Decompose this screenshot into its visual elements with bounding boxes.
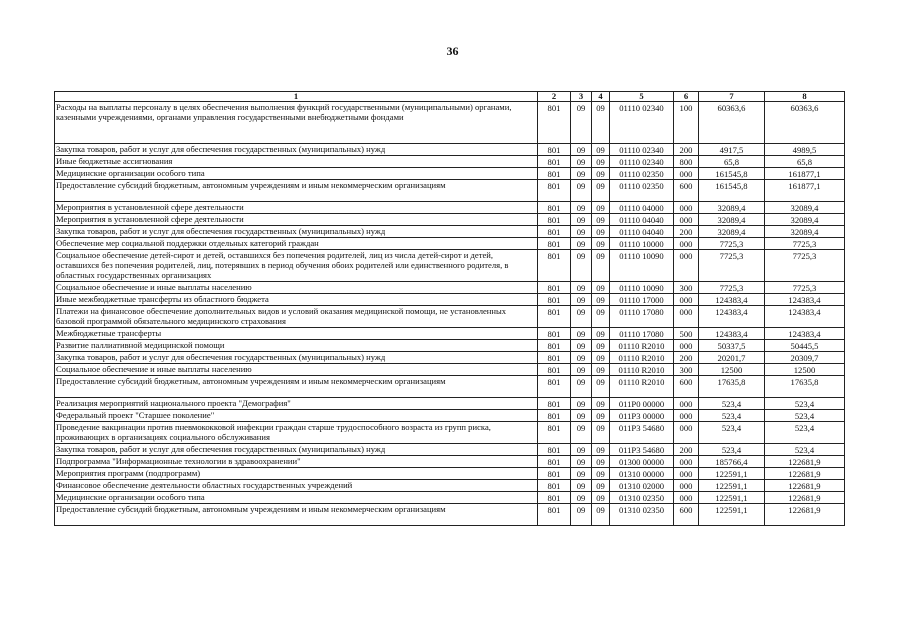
row-col-7: 122591,1 <box>699 492 765 504</box>
row-col-4: 09 <box>592 422 610 444</box>
row-col-8: 523,4 <box>765 410 845 422</box>
row-col-5: 01110 02340 <box>610 156 674 168</box>
row-col-8: 523,4 <box>765 398 845 410</box>
row-col-4: 09 <box>592 168 610 180</box>
row-col-4: 09 <box>592 340 610 352</box>
row-col-7: 4917,5 <box>699 144 765 156</box>
row-col-5: 01110 04040 <box>610 226 674 238</box>
row-col-7: 122591,1 <box>699 468 765 480</box>
table-row <box>55 364 845 376</box>
row-col-5: 01110 10090 <box>610 250 674 282</box>
row-col-8: 523,4 <box>765 444 845 456</box>
row-col-2: 801 <box>538 480 571 492</box>
row-col-3: 09 <box>571 250 592 282</box>
row-col-6: 300 <box>674 364 699 376</box>
row-description: Проведение вакцинации против пневмококковой инфекции граждан старше трудоспособного возраста из групп риска, проживающих в организациях социального обслуживания <box>55 422 538 444</box>
row-description: Закупка товаров, работ и услуг для обеспечения государственных (муниципальных) нужд <box>55 444 538 456</box>
row-col-8: 4989,5 <box>765 144 845 156</box>
row-col-6: 000 <box>674 214 699 226</box>
row-col-8: 122681,9 <box>765 480 845 492</box>
row-col-8: 124383,4 <box>765 294 845 306</box>
row-col-4: 09 <box>592 444 610 456</box>
table-row <box>55 144 845 156</box>
row-description: Социальное обеспечение и иные выплаты населению <box>55 364 538 376</box>
row-col-2: 801 <box>538 410 571 422</box>
row-col-7: 124383,4 <box>699 294 765 306</box>
row-col-7: 65,8 <box>699 156 765 168</box>
table-row <box>55 480 845 492</box>
row-col-4: 09 <box>592 352 610 364</box>
row-description: Платежи на финансовое обеспечение дополнительных видов и условий оказания медицинской помощи, не установленных базовой программой обязательного медицинского страхования <box>55 306 538 328</box>
row-col-5: 011P3 54680 <box>610 422 674 444</box>
row-col-8: 65,8 <box>765 156 845 168</box>
row-col-5: 01110 10090 <box>610 282 674 294</box>
row-description: Реализация мероприятий национального проекта "Демография" <box>55 398 538 410</box>
table-row <box>55 376 845 398</box>
row-col-4: 09 <box>592 294 610 306</box>
row-col-3: 09 <box>571 456 592 468</box>
row-description: Мероприятия программ (подпрограмм) <box>55 468 538 480</box>
row-col-5: 01110 02340 <box>610 102 674 144</box>
row-col-3: 09 <box>571 294 592 306</box>
row-col-7: 122591,1 <box>699 504 765 526</box>
row-col-3: 09 <box>571 352 592 364</box>
table-row <box>55 328 845 340</box>
row-col-3: 09 <box>571 504 592 526</box>
row-col-2: 801 <box>538 306 571 328</box>
header-col-5: 5 <box>610 92 674 102</box>
table-row <box>55 340 845 352</box>
table-row <box>55 410 845 422</box>
row-col-5: 01110 17000 <box>610 294 674 306</box>
row-col-6: 000 <box>674 492 699 504</box>
row-col-5: 01110 04000 <box>610 202 674 214</box>
row-col-2: 801 <box>538 422 571 444</box>
row-col-4: 09 <box>592 202 610 214</box>
header-col-3: 3 <box>571 92 592 102</box>
row-col-2: 801 <box>538 226 571 238</box>
row-col-8: 161877,1 <box>765 168 845 180</box>
row-col-5: 01110 R2010 <box>610 364 674 376</box>
row-col-6: 600 <box>674 180 699 202</box>
row-col-2: 801 <box>538 492 571 504</box>
row-col-2: 801 <box>538 468 571 480</box>
row-col-6: 000 <box>674 340 699 352</box>
row-col-7: 20201,7 <box>699 352 765 364</box>
row-col-3: 09 <box>571 422 592 444</box>
row-col-3: 09 <box>571 202 592 214</box>
row-col-4: 09 <box>592 214 610 226</box>
row-col-7: 32089,4 <box>699 226 765 238</box>
row-col-8: 7725,3 <box>765 238 845 250</box>
row-col-7: 523,4 <box>699 410 765 422</box>
table-row <box>55 238 845 250</box>
row-col-2: 801 <box>538 214 571 226</box>
row-description: Иные бюджетные ассигнования <box>55 156 538 168</box>
row-col-3: 09 <box>571 180 592 202</box>
row-col-2: 801 <box>538 144 571 156</box>
row-col-6: 000 <box>674 422 699 444</box>
table-row <box>55 504 845 526</box>
row-col-3: 09 <box>571 168 592 180</box>
header-col-6: 6 <box>674 92 699 102</box>
row-col-5: 01310 02350 <box>610 492 674 504</box>
row-col-7: 17635,8 <box>699 376 765 398</box>
row-description: Межбюджетные трансферты <box>55 328 538 340</box>
row-description: Подпрограмма "Информационные технологии в здравоохранении" <box>55 456 538 468</box>
row-description: Предоставление субсидий бюджетным, автономным учреждениям и иным некоммерческим организациям <box>55 504 538 526</box>
row-description: Расходы на выплаты персоналу в целях обеспечения выполнения функций государственными (муниципальными) органами, казенными учреждениями, органами управления государственными внебюджетными фондами <box>55 102 538 144</box>
row-col-2: 801 <box>538 504 571 526</box>
row-col-2: 801 <box>538 376 571 398</box>
row-col-8: 124383,4 <box>765 328 845 340</box>
row-col-4: 09 <box>592 180 610 202</box>
row-col-4: 09 <box>592 250 610 282</box>
row-col-2: 801 <box>538 156 571 168</box>
row-col-6: 000 <box>674 202 699 214</box>
header-col-2: 2 <box>538 92 571 102</box>
row-col-2: 801 <box>538 180 571 202</box>
header-col-7: 7 <box>699 92 765 102</box>
row-col-5: 01300 00000 <box>610 456 674 468</box>
row-col-2: 801 <box>538 364 571 376</box>
row-col-3: 09 <box>571 144 592 156</box>
row-col-2: 801 <box>538 444 571 456</box>
row-col-8: 122681,9 <box>765 456 845 468</box>
table-row <box>55 422 845 444</box>
row-col-6: 000 <box>674 306 699 328</box>
row-col-4: 09 <box>592 364 610 376</box>
row-description: Федеральный проект "Старшее поколение" <box>55 410 538 422</box>
row-description: Предоставление субсидий бюджетным, автономным учреждениям и иным некоммерческим организациям <box>55 376 538 398</box>
row-col-5: 011P0 00000 <box>610 398 674 410</box>
row-col-7: 161545,8 <box>699 180 765 202</box>
row-col-3: 09 <box>571 156 592 168</box>
row-col-7: 7725,3 <box>699 250 765 282</box>
table-row <box>55 168 845 180</box>
table-row <box>55 250 845 282</box>
row-col-5: 01110 R2010 <box>610 340 674 352</box>
row-col-6: 000 <box>674 250 699 282</box>
row-col-4: 09 <box>592 102 610 144</box>
table-body <box>55 102 845 526</box>
row-col-2: 801 <box>538 168 571 180</box>
row-col-5: 01310 02350 <box>610 504 674 526</box>
row-col-6: 000 <box>674 410 699 422</box>
row-col-5: 011P3 00000 <box>610 410 674 422</box>
row-col-7: 124383,4 <box>699 306 765 328</box>
row-col-8: 12500 <box>765 364 845 376</box>
row-col-6: 200 <box>674 226 699 238</box>
row-col-7: 523,4 <box>699 398 765 410</box>
row-col-6: 000 <box>674 456 699 468</box>
row-description: Мероприятия в установленной сфере деятельности <box>55 214 538 226</box>
row-col-8: 122681,9 <box>765 492 845 504</box>
row-description: Финансовое обеспечение деятельности областных государственных учреждений <box>55 480 538 492</box>
row-col-6: 300 <box>674 282 699 294</box>
row-col-4: 09 <box>592 226 610 238</box>
row-col-8: 50445,5 <box>765 340 845 352</box>
row-col-6: 500 <box>674 328 699 340</box>
row-col-7: 32089,4 <box>699 214 765 226</box>
row-description: Социальное обеспечение и иные выплаты населению <box>55 282 538 294</box>
row-col-5: 01110 17080 <box>610 328 674 340</box>
row-col-2: 801 <box>538 202 571 214</box>
row-col-3: 09 <box>571 492 592 504</box>
row-col-4: 09 <box>592 410 610 422</box>
table-row <box>55 214 845 226</box>
row-col-6: 000 <box>674 294 699 306</box>
budget-table <box>54 91 845 526</box>
row-col-8: 161877,1 <box>765 180 845 202</box>
row-col-6: 000 <box>674 168 699 180</box>
row-col-5: 01310 02000 <box>610 480 674 492</box>
table-row <box>55 202 845 214</box>
row-col-2: 801 <box>538 294 571 306</box>
row-col-6: 000 <box>674 238 699 250</box>
row-col-8: 20309,7 <box>765 352 845 364</box>
row-col-2: 801 <box>538 398 571 410</box>
row-col-5: 01110 17080 <box>610 306 674 328</box>
row-col-4: 09 <box>592 398 610 410</box>
row-col-8: 523,4 <box>765 422 845 444</box>
row-description: Закупка товаров, работ и услуг для обеспечения государственных (муниципальных) нужд <box>55 226 538 238</box>
row-col-2: 801 <box>538 282 571 294</box>
table-row <box>55 306 845 328</box>
row-col-5: 011P3 54680 <box>610 444 674 456</box>
table-row <box>55 282 845 294</box>
table-row <box>55 398 845 410</box>
row-col-3: 09 <box>571 306 592 328</box>
row-col-8: 32089,4 <box>765 214 845 226</box>
row-col-5: 01110 02350 <box>610 168 674 180</box>
row-col-4: 09 <box>592 492 610 504</box>
row-col-8: 122681,9 <box>765 504 845 526</box>
row-col-8: 32089,4 <box>765 226 845 238</box>
row-col-7: 185766,4 <box>699 456 765 468</box>
row-col-3: 09 <box>571 226 592 238</box>
table-row <box>55 456 845 468</box>
table-row <box>55 180 845 202</box>
row-col-8: 122681,9 <box>765 468 845 480</box>
row-col-8: 32089,4 <box>765 202 845 214</box>
row-col-7: 7725,3 <box>699 282 765 294</box>
row-col-4: 09 <box>592 468 610 480</box>
page-number: 36 <box>446 44 459 58</box>
table-row <box>55 294 845 306</box>
row-col-6: 100 <box>674 102 699 144</box>
row-col-7: 161545,8 <box>699 168 765 180</box>
row-col-2: 801 <box>538 102 571 144</box>
row-description: Медицинские организации особого типа <box>55 492 538 504</box>
row-description: Закупка товаров, работ и услуг для обеспечения государственных (муниципальных) нужд <box>55 144 538 156</box>
row-col-5: 01110 R2010 <box>610 376 674 398</box>
row-col-3: 09 <box>571 282 592 294</box>
row-col-4: 09 <box>592 376 610 398</box>
row-col-2: 801 <box>538 352 571 364</box>
row-col-5: 01110 02350 <box>610 180 674 202</box>
row-col-3: 09 <box>571 410 592 422</box>
table-row <box>55 156 845 168</box>
row-col-3: 09 <box>571 214 592 226</box>
row-description: Развитие паллиативной медицинской помощи <box>55 340 538 352</box>
row-col-6: 000 <box>674 468 699 480</box>
row-description: Иные межбюджетные трансферты из областного бюджета <box>55 294 538 306</box>
row-col-4: 09 <box>592 282 610 294</box>
row-col-6: 000 <box>674 480 699 492</box>
row-col-7: 7725,3 <box>699 238 765 250</box>
row-col-4: 09 <box>592 238 610 250</box>
table-row <box>55 102 845 144</box>
row-col-3: 09 <box>571 238 592 250</box>
table-row <box>55 352 845 364</box>
row-col-8: 7725,3 <box>765 250 845 282</box>
row-col-7: 50337,5 <box>699 340 765 352</box>
row-col-4: 09 <box>592 456 610 468</box>
row-col-7: 32089,4 <box>699 202 765 214</box>
row-description: Социальное обеспечение детей-сирот и детей, оставшихся без попечения родителей, лиц из числа детей-сирот и детей, оставшихся без попечения родителей, лиц, потерявших в период обучения обоих родителей или единственного родителя, в областных государственных организациях <box>55 250 538 282</box>
row-col-3: 09 <box>571 480 592 492</box>
row-col-7: 124383,4 <box>699 328 765 340</box>
row-col-7: 60363,6 <box>699 102 765 144</box>
row-col-2: 801 <box>538 238 571 250</box>
row-col-6: 000 <box>674 398 699 410</box>
row-col-7: 523,4 <box>699 444 765 456</box>
row-col-7: 122591,1 <box>699 480 765 492</box>
row-description: Закупка товаров, работ и услуг для обеспечения государственных (муниципальных) нужд <box>55 352 538 364</box>
row-description: Мероприятия в установленной сфере деятельности <box>55 202 538 214</box>
row-col-4: 09 <box>592 156 610 168</box>
row-col-8: 17635,8 <box>765 376 845 398</box>
row-col-8: 7725,3 <box>765 282 845 294</box>
row-col-6: 800 <box>674 156 699 168</box>
header-row <box>55 92 845 102</box>
row-col-4: 09 <box>592 144 610 156</box>
row-col-5: 01110 04040 <box>610 214 674 226</box>
row-col-6: 200 <box>674 144 699 156</box>
row-col-2: 801 <box>538 456 571 468</box>
row-col-6: 600 <box>674 504 699 526</box>
row-col-3: 09 <box>571 444 592 456</box>
row-col-4: 09 <box>592 306 610 328</box>
table-row <box>55 468 845 480</box>
row-description: Предоставление субсидий бюджетным, автономным учреждениям и иным некоммерческим организациям <box>55 180 538 202</box>
row-col-2: 801 <box>538 250 571 282</box>
header-col-4: 4 <box>592 92 610 102</box>
row-col-7: 12500 <box>699 364 765 376</box>
row-col-8: 124383,4 <box>765 306 845 328</box>
header-col-8: 8 <box>765 92 845 102</box>
row-col-5: 01110 R2010 <box>610 352 674 364</box>
header-col-1: 1 <box>55 92 538 102</box>
row-col-3: 09 <box>571 328 592 340</box>
table-row <box>55 444 845 456</box>
row-col-3: 09 <box>571 364 592 376</box>
row-col-3: 09 <box>571 376 592 398</box>
row-col-5: 01110 02340 <box>610 144 674 156</box>
row-col-3: 09 <box>571 102 592 144</box>
row-col-5: 01110 10000 <box>610 238 674 250</box>
row-col-6: 200 <box>674 352 699 364</box>
row-col-4: 09 <box>592 504 610 526</box>
row-col-3: 09 <box>571 340 592 352</box>
row-col-5: 01310 00000 <box>610 468 674 480</box>
row-col-6: 200 <box>674 444 699 456</box>
row-col-2: 801 <box>538 328 571 340</box>
table-row <box>55 226 845 238</box>
table-row <box>55 492 845 504</box>
row-col-7: 523,4 <box>699 422 765 444</box>
row-description: Медицинские организации особого типа <box>55 168 538 180</box>
row-description: Обеспечение мер социальной поддержки отдельных категорий граждан <box>55 238 538 250</box>
row-col-2: 801 <box>538 340 571 352</box>
row-col-3: 09 <box>571 398 592 410</box>
row-col-3: 09 <box>571 468 592 480</box>
row-col-8: 60363,6 <box>765 102 845 144</box>
row-col-4: 09 <box>592 328 610 340</box>
row-col-4: 09 <box>592 480 610 492</box>
row-col-6: 600 <box>674 376 699 398</box>
